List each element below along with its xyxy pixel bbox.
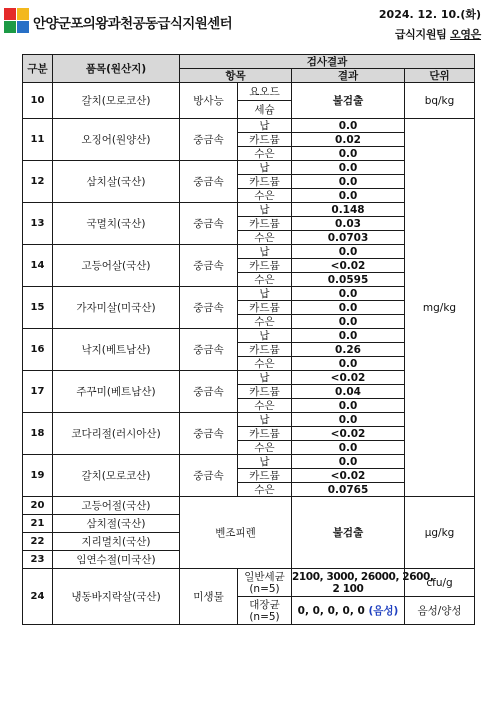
author-name: 오영은 bbox=[450, 28, 481, 41]
result-value: 0.0 bbox=[292, 161, 405, 175]
category-name: 중금속 bbox=[180, 203, 238, 245]
unit: bq/kg bbox=[405, 83, 475, 119]
category-name: 중금속 bbox=[180, 119, 238, 161]
sub-item-name: 카드뮴 bbox=[238, 469, 292, 483]
row-number: 19 bbox=[23, 455, 53, 497]
header-row bbox=[23, 55, 475, 69]
inspection-result-table bbox=[22, 54, 475, 625]
category-name: 벤조피렌 bbox=[180, 497, 292, 569]
result-value: 불검출 bbox=[292, 83, 405, 119]
unit: 음성/양성 bbox=[405, 597, 475, 625]
col-header-result: 결과 bbox=[292, 69, 405, 83]
row-number: 13 bbox=[23, 203, 53, 245]
col-header-result-group: 검사결과 bbox=[180, 55, 475, 69]
row-number: 14 bbox=[23, 245, 53, 287]
result-value: 0.0 bbox=[292, 175, 405, 189]
result-value: <0.02 bbox=[292, 427, 405, 441]
result-value: 0.26 bbox=[292, 343, 405, 357]
item-name: 갈치(모로코산) bbox=[53, 455, 180, 497]
row-number: 18 bbox=[23, 413, 53, 455]
unit: mg/kg bbox=[405, 119, 475, 497]
sub-item-name: 수은 bbox=[238, 147, 292, 161]
sub-item-label: 대장균 bbox=[249, 598, 280, 611]
item-name: 지리멸치(국산) bbox=[53, 533, 180, 551]
item-name: 오징어(원양산) bbox=[53, 119, 180, 161]
col-header-unit: 단위 bbox=[405, 69, 475, 83]
sub-item-name: 납 bbox=[238, 245, 292, 259]
result-main: 0, 0, 0, 0, 0 bbox=[297, 604, 365, 617]
item-name: 냉동바지락살(국산) bbox=[53, 569, 180, 625]
result-line: 2100, 3000, 26000, 2600, bbox=[292, 570, 434, 583]
result-value: 0.0 bbox=[292, 189, 405, 203]
row-number: 21 bbox=[23, 515, 53, 533]
result-value: 0.03 bbox=[292, 217, 405, 231]
unit: cfu/g bbox=[405, 569, 475, 597]
sub-item-name: 세슘 bbox=[238, 101, 292, 119]
row-number: 22 bbox=[23, 533, 53, 551]
sub-item-name: 납 bbox=[238, 413, 292, 427]
category-name: 중금속 bbox=[180, 455, 238, 497]
result-value: 0.04 bbox=[292, 385, 405, 399]
item-name: 삼치살(국산) bbox=[53, 161, 180, 203]
category-name: 중금속 bbox=[180, 287, 238, 329]
category-name: 중금속 bbox=[180, 245, 238, 287]
result-value: 0.148 bbox=[292, 203, 405, 217]
item-name: 삼치절(국산) bbox=[53, 515, 180, 533]
item-name: 임연수절(미국산) bbox=[53, 551, 180, 569]
result-value: 0.0 bbox=[292, 441, 405, 455]
result-value: 0.0 bbox=[292, 301, 405, 315]
result-value: 0.0595 bbox=[292, 273, 405, 287]
author-line bbox=[395, 26, 481, 42]
result-value: 0.0 bbox=[292, 455, 405, 469]
sub-item-name: 카드뮴 bbox=[238, 259, 292, 273]
table-row bbox=[23, 119, 475, 133]
document-header bbox=[0, 0, 489, 48]
result-value: 0.0765 bbox=[292, 483, 405, 497]
result-value: 0.0 bbox=[292, 399, 405, 413]
sub-item-name: 카드뮴 bbox=[238, 301, 292, 315]
result-value: 0.02 bbox=[292, 133, 405, 147]
item-name: 주꾸미(베트남산) bbox=[53, 371, 180, 413]
row-number: 20 bbox=[23, 497, 53, 515]
col-header-no: 구분 bbox=[23, 55, 53, 83]
sub-item-name: 요오드 bbox=[238, 83, 292, 101]
sub-item-name: 수은 bbox=[238, 189, 292, 203]
row-number: 23 bbox=[23, 551, 53, 569]
item-name: 갈치(모로코산) bbox=[53, 83, 180, 119]
sub-item-name: 카드뮴 bbox=[238, 175, 292, 189]
row-number: 12 bbox=[23, 161, 53, 203]
row-number: 17 bbox=[23, 371, 53, 413]
sub-item-name bbox=[238, 597, 292, 625]
sub-item-name: 카드뮴 bbox=[238, 427, 292, 441]
category-name: 중금속 bbox=[180, 329, 238, 371]
result-value: 0.0 bbox=[292, 245, 405, 259]
sub-item-name bbox=[238, 569, 292, 597]
sub-item-label: 일반세균 bbox=[244, 570, 285, 583]
result-line: 2 100 bbox=[332, 582, 364, 595]
report-date: 2024. 12. 10.(화) bbox=[378, 8, 481, 21]
result-value: 0.0 bbox=[292, 329, 405, 343]
sub-item-name: 카드뮴 bbox=[238, 343, 292, 357]
team-name: 급식지원팀 bbox=[394, 28, 447, 41]
sample-size: (n=5) bbox=[249, 582, 280, 595]
sub-item-name: 카드뮴 bbox=[238, 217, 292, 231]
row-number: 11 bbox=[23, 119, 53, 161]
organization-name: 안양군포의왕과천공동급식지원센터 bbox=[33, 16, 233, 32]
result-value: 0.0 bbox=[292, 147, 405, 161]
result-value bbox=[292, 597, 405, 625]
sub-item-name: 수은 bbox=[238, 231, 292, 245]
item-name: 낙지(베트남산) bbox=[53, 329, 180, 371]
row-number: 16 bbox=[23, 329, 53, 371]
result-value: 불검출 bbox=[292, 497, 405, 569]
row-number: 15 bbox=[23, 287, 53, 329]
row-number: 24 bbox=[23, 569, 53, 625]
result-value: 0.0 bbox=[292, 413, 405, 427]
result-value: 0.0 bbox=[292, 357, 405, 371]
sub-item-name: 수은 bbox=[238, 273, 292, 287]
sub-item-name: 납 bbox=[238, 287, 292, 301]
unit: μg/kg bbox=[405, 497, 475, 569]
negative-note: (음성) bbox=[368, 604, 399, 617]
result-value: 0.0 bbox=[292, 287, 405, 301]
result-value: 0.0703 bbox=[292, 231, 405, 245]
result-value bbox=[292, 569, 434, 597]
center-logo bbox=[4, 8, 30, 34]
table-row bbox=[23, 83, 475, 101]
category-name: 미생물 bbox=[180, 569, 238, 625]
sample-size: (n=5) bbox=[249, 610, 280, 623]
sub-item-name: 카드뮴 bbox=[238, 385, 292, 399]
sub-item-name: 납 bbox=[238, 329, 292, 343]
table-row bbox=[23, 497, 475, 515]
sub-item-name: 수은 bbox=[238, 483, 292, 497]
table-row bbox=[23, 569, 475, 597]
category-name: 중금속 bbox=[180, 161, 238, 203]
item-name: 국멸치(국산) bbox=[53, 203, 180, 245]
item-name: 고등어살(국산) bbox=[53, 245, 180, 287]
sub-item-name: 납 bbox=[238, 455, 292, 469]
sub-item-name: 수은 bbox=[238, 399, 292, 413]
item-name: 고등어절(국산) bbox=[53, 497, 180, 515]
category-name: 방사능 bbox=[180, 83, 238, 119]
sub-item-name: 납 bbox=[238, 203, 292, 217]
sub-item-name: 납 bbox=[238, 371, 292, 385]
category-name: 중금속 bbox=[180, 413, 238, 455]
sub-item-name: 납 bbox=[238, 119, 292, 133]
col-header-category: 항목 bbox=[180, 69, 292, 83]
sub-item-name: 수은 bbox=[238, 441, 292, 455]
sub-item-name: 수은 bbox=[238, 315, 292, 329]
sub-item-name: 납 bbox=[238, 161, 292, 175]
result-value: 0.0 bbox=[292, 315, 405, 329]
col-header-item: 품목(원산지) bbox=[53, 55, 180, 83]
sub-item-name: 카드뮴 bbox=[238, 133, 292, 147]
result-value: <0.02 bbox=[292, 259, 405, 273]
row-number: 10 bbox=[23, 83, 53, 119]
item-name: 가자미살(미국산) bbox=[53, 287, 180, 329]
sub-item-name: 수은 bbox=[238, 357, 292, 371]
category-name: 중금속 bbox=[180, 371, 238, 413]
result-value: <0.02 bbox=[292, 469, 405, 483]
item-name: 코다리절(러시아산) bbox=[53, 413, 180, 455]
result-value: 0.0 bbox=[292, 119, 405, 133]
result-value: <0.02 bbox=[292, 371, 405, 385]
